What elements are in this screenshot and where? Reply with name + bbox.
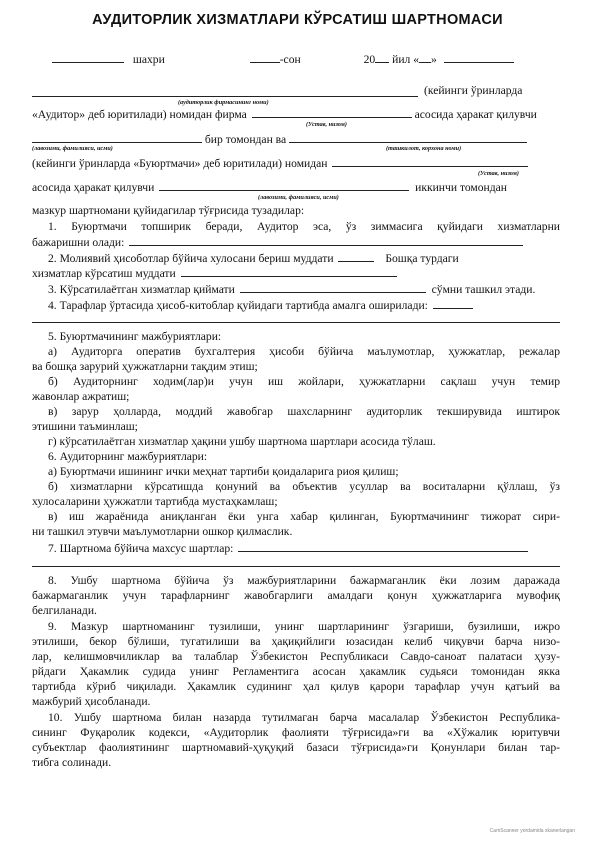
clause-6a-line: а) Буюртмачи ишининг ички меҳнат тартиби қоидаларига риоя қилиш; <box>48 465 399 478</box>
charter-blank <box>252 107 412 118</box>
clause-6-heading: 6. Аудиторнинг мажбуриятлари: <box>48 450 208 463</box>
clause-9-line-2: этилиши, бекор бўлиши, тугатилиши ва ҳақиқийлиги юзасидан келиб чиқувчи барча низо- <box>32 635 560 648</box>
clause-5a-line-1: а) Аудиторга оператив бухгалтерия ҳисоби бўйича маълумотлар, ҳужжатлар, режалар <box>48 345 560 358</box>
clause-8-line-3: белгиланади. <box>32 604 97 617</box>
clause-9-line-6: мажбурий ҳисобланади. <box>32 695 151 708</box>
clause-9-line-1: 9. Мазкур шартноманинг тузилиши, унинг шартларининг ўзгариши, бузилиши, ижро <box>48 620 560 633</box>
clause-10-line-2: сининг Фуқаролик кодекси, «Аудиторлик фаолияти тўғрисида»ги ва «Хўжалик юритувчи <box>32 726 560 739</box>
line-3-text: бир томондан ва <box>204 133 287 146</box>
year-label: йил « <box>392 53 419 66</box>
number-label: -сон <box>279 53 301 66</box>
clause-3-line <box>48 282 560 296</box>
clause-2-line-a <box>48 251 560 265</box>
year-blank <box>375 52 389 63</box>
line-2-text-a: «Аудитор» деб юритилади) номидан фирма <box>32 108 247 121</box>
line-4-text: (кейинги ўринларда «Буюртмачи» деб юритилади) номидан <box>32 157 328 170</box>
clause-6c-line-2: ни ташкил этувчи маълумотларни ошкор қилмаслик. <box>32 525 293 538</box>
clause-2-text-a: 2. Молиявий ҳисоботлар бўйича хулосани бериш муддати <box>48 252 334 265</box>
document-title: АУДИТОРЛИК ХИЗМАТЛАРИ КЎРСАТИШ ШАРТНОМАСИ <box>92 12 503 28</box>
payment-blank-2 <box>32 322 560 323</box>
clause-9-line-3: лар, келишмовчиликлар ва талаблар Ўзбекистон Республикаси Савдо-саноат палатаси ҳузу- <box>32 650 560 663</box>
month-blank <box>444 52 514 63</box>
clause-2-line-b <box>32 266 560 280</box>
line-3 <box>32 132 560 146</box>
line-4 <box>32 156 560 170</box>
client-name-blank <box>289 132 527 143</box>
clause-8-line-2: бажармаганлик учун тарафларнинг жавобгарлиги амалдаги қонун ҳужжатларига мувофиқ <box>32 589 560 602</box>
line-5-text-a: асосида ҳаракат қилувчи <box>32 181 155 194</box>
caption-org: (ташкилот, корхона номи) <box>386 145 462 152</box>
fio-blank-1 <box>32 132 202 143</box>
payment-blank-1 <box>433 298 473 309</box>
line-6: мазкур шартномани қуйидагилар тўғрисида тузадилар: <box>32 204 305 217</box>
line-1-tail: (кейинги ўринларда <box>424 84 523 97</box>
clause-10-line-1: 10. Ушбу шартнома билан назарда тутилмаган барча масалалар Ўзбекистон Республика- <box>48 711 560 724</box>
line-5 <box>32 180 560 194</box>
city-blank <box>52 52 124 63</box>
clause-5b-line-1: б) Аудиторнинг ходим(лар)и учун иш жойлари, ҳужжатларни сақлаш учун темир <box>48 375 560 388</box>
clause-7-text: 7. Шартнома бўйича махсус шартлар: <box>48 542 234 555</box>
line-2 <box>32 107 560 121</box>
scanner-watermark: CamScanner yordamida skanerlangan <box>489 828 575 834</box>
clause-8-line-1: 8. Ушбу шартнома бўйича ўз мажбуриятларини бажармаганлик ёки лозим даражада <box>48 574 560 587</box>
clause-5d-line: г) кўрсатилаётган хизматлар ҳақини ушбу шартнома шартлари асосида тўлаш. <box>48 435 436 448</box>
header-line <box>32 52 560 66</box>
clause-6c-line-1: в) иш жараёнида аниқланган ёки унга хабар қилинган, Буюртмачининг тижорат сири- <box>48 510 560 523</box>
clause-1-text-b: бажаришни олади: <box>32 236 125 249</box>
number-blank <box>250 52 280 63</box>
clause-3-text-b: сўмни ташкил этади. <box>431 283 536 296</box>
caption-fio-1: (лавозими, фамилияси, исми) <box>32 145 113 152</box>
services-blank <box>129 235 523 246</box>
clause-4-text: 4. Тарафлар ўртасида ҳисоб-китоблар қуйидаги тартибда амалга оширилади: <box>48 299 428 312</box>
clause-9-line-5: тартибда кўриб чиқилади. Ҳакамлик судининг ҳал қилув қарори тарафлар учун қатъий ва <box>32 680 560 693</box>
clause-2-text-c: хизматлар кўрсатиш муддати <box>32 267 176 280</box>
caption-charter-2: (Устав, низом) <box>478 170 519 177</box>
clause-5c-line-2: этишини таъминлаш; <box>32 420 138 433</box>
fio-blank-2 <box>159 180 409 191</box>
clause-5b-line-2: жавонлар ажратиш; <box>32 390 130 403</box>
client-charter-blank <box>332 156 528 167</box>
clause-1-line-a: 1. Буюртмачи топширик беради, Аудитор эса, ўз зиммасига қуйидаги хизматларни <box>48 220 560 233</box>
special-terms-blank-2 <box>32 566 560 567</box>
city-label: шахри <box>132 53 165 66</box>
clause-5c-line-1: в) зарур ҳолларда, моддий жавобгар шахсларнинг аудиторлик текширувида иштирок <box>48 405 560 418</box>
clause-5-heading: 5. Буюртмачининг мажбуриятлари: <box>48 330 222 343</box>
clause-7-line <box>48 541 560 555</box>
year-prefix: 20 <box>363 53 376 66</box>
caption-charter: (Устав, низом) <box>306 121 347 128</box>
clause-3-text-a: 3. Кўрсатилаётган хизматлар қиймати <box>48 283 235 296</box>
caption-auditor-name: (аудиторлик фирмасининг номи) <box>178 99 269 106</box>
line-2-text-b: асосида ҳаракат қилувчи <box>414 108 537 121</box>
caption-fio-2: (лавозими, фамилияси, исми) <box>258 194 339 201</box>
cost-blank <box>240 282 426 293</box>
service-term-blank <box>181 266 397 277</box>
clause-2-text-b: Бошқа турдаги <box>385 252 459 265</box>
clause-9-line-4: рйдаги Ҳакамлик судида унинг Регламентига асосан ҳакамлик судьяси томонидан якка <box>32 665 560 678</box>
clause-4-line <box>48 298 560 312</box>
auditor-name-blank <box>32 96 418 97</box>
special-terms-blank <box>238 541 528 552</box>
clause-1-line-b <box>32 235 560 249</box>
line-5-text-b: иккинчи томондан <box>415 181 508 194</box>
clause-6b-line-2: хулосаларини ҳужжатли тартибда мустаҳкамлаш; <box>32 495 278 508</box>
clause-6b-line-1: б) хизматларни кўрсатишда қонуний ва объектив усуллар ва воситаларни қўллаш, ўз <box>48 480 560 493</box>
day-label: » <box>431 53 437 66</box>
clause-10-line-3: субъектлар фаолиятининг шартномавий-ҳуқуқий базаси тўғрисида»ги Қонунлари билан тар- <box>32 741 560 754</box>
clause-5a-line-2: ва бошқа зарурий ҳужжатларни тақдим этиш; <box>32 360 258 373</box>
clause-10-line-4: тибга солинади. <box>32 756 112 769</box>
day-blank <box>419 52 431 63</box>
conclusion-term-blank <box>338 251 374 262</box>
